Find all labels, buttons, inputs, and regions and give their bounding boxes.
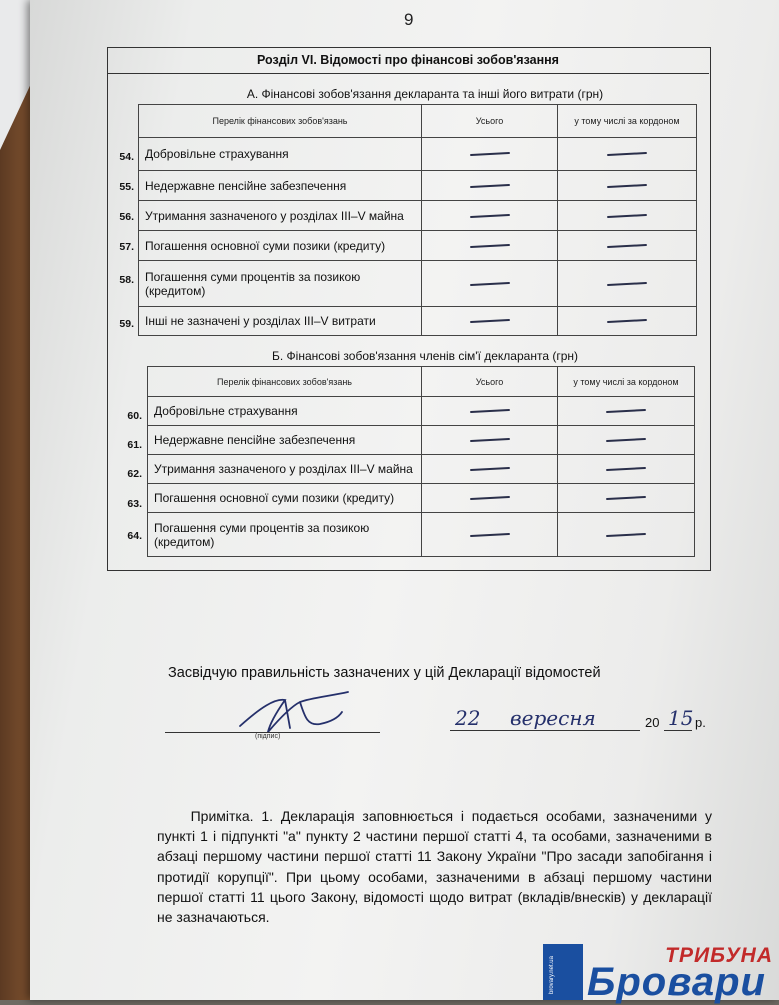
row-number: 57. (119, 241, 134, 253)
row-number: 58. (119, 274, 134, 286)
row-label: Добровільне страхування (139, 138, 422, 171)
dash-mark (469, 532, 509, 536)
dash-mark (469, 152, 509, 156)
total-cell (422, 201, 558, 231)
table-row (139, 171, 697, 201)
dash-mark (607, 183, 647, 187)
dash-mark (469, 213, 509, 217)
table-row (139, 231, 697, 261)
total-cell (422, 138, 558, 171)
section-title: Розділ VI. Відомості про фінансові зобов'язання (107, 47, 709, 74)
dash-mark (469, 409, 509, 413)
abroad-cell (558, 138, 697, 171)
footnote: Примітка. 1. Декларація заповнюється і подається особами, зазначеними у пункті 1 і підпункті "а" пункту 2 частини першої статті 4, та особами, зазначеними в абзаці першому частини першої статті 11 Закону України "Про засади запобігання і протидії корупції". При цьому особами, зазначеними в абзаці першому частини першої статті 11 цього Закону, відомості щодо витрат (вкладів/внесків) у декларації не зазначаються. (157, 808, 712, 926)
date-line (450, 730, 640, 731)
total-cell (422, 484, 558, 513)
table-row (148, 455, 695, 484)
dash-mark (469, 281, 509, 285)
abroad-cell (558, 455, 695, 484)
row-label: Інші не зазначені у розділах III–V витрати (139, 307, 422, 336)
date-day: 22 (455, 706, 481, 730)
row-label: Недержавне пенсійне забезпечення (148, 426, 422, 455)
dash-mark (606, 467, 646, 471)
row-label: Погашення суми процентів за позикою (кредитом) (148, 513, 422, 557)
dash-mark (469, 183, 509, 187)
table-row (139, 261, 697, 307)
row-label: Недержавне пенсійне забезпечення (139, 171, 422, 201)
table-row (148, 397, 695, 426)
dash-mark (607, 281, 647, 285)
dash-mark (606, 438, 646, 442)
header-total: Усього (422, 105, 558, 138)
logo-bottom-text: Бровари (587, 960, 766, 1004)
row-label: Погашення основної суми позики (кредиту) (148, 484, 422, 513)
page-number: 9 (404, 10, 414, 29)
header-total: Усього (422, 367, 558, 397)
header-abroad: у тому числі за кордоном (558, 105, 697, 138)
row-label: Погашення основної суми позики (кредиту) (139, 231, 422, 261)
date-month: вересня (510, 706, 596, 730)
row-number: 63. (127, 498, 142, 510)
table-row (139, 201, 697, 231)
dash-mark (469, 438, 509, 442)
abroad-cell (558, 307, 697, 336)
header-obligations: Перелік фінансових зобов'язань (139, 105, 422, 138)
row-label: Утримання зазначеного у розділах III–V майна (148, 455, 422, 484)
dash-mark (606, 532, 646, 536)
signature-caption: (підпис) (255, 733, 281, 740)
date-year-prefix: 20 (645, 715, 660, 730)
table-row (148, 426, 695, 455)
row-label: Добровільне страхування (148, 397, 422, 426)
table-header-row (139, 105, 697, 138)
dash-mark (469, 319, 509, 323)
table-row (148, 513, 695, 557)
date-year-suffix: 15 (668, 706, 694, 730)
part-a-table (138, 104, 697, 336)
table-row (148, 484, 695, 513)
total-cell (422, 171, 558, 201)
abroad-cell (558, 426, 695, 455)
total-cell (422, 231, 558, 261)
logo-top-text: ТРИБУНА (665, 944, 773, 967)
dash-mark (469, 243, 509, 247)
certification-statement: Засвідчую правильність зазначених у цій Декларації відомостей (168, 665, 601, 681)
logo-site: brovary.net.ua (549, 956, 555, 994)
handwritten-signature (230, 688, 380, 738)
row-number: 61. (127, 439, 142, 451)
total-cell (422, 261, 558, 307)
dash-mark (607, 213, 647, 217)
part-b-title: Б. Фінансові зобов'язання членів сім'ї декларанта (грн) (271, 349, 578, 363)
abroad-cell (558, 397, 695, 426)
dash-mark (607, 319, 647, 323)
table-row (139, 138, 697, 171)
abroad-cell (558, 261, 697, 307)
abroad-cell (558, 484, 695, 513)
total-cell (422, 455, 558, 484)
abroad-cell (558, 201, 697, 231)
row-number: 54. (119, 151, 134, 163)
row-number: 60. (127, 410, 142, 422)
date-year-line (664, 730, 692, 731)
dash-mark (607, 243, 647, 247)
total-cell (422, 397, 558, 426)
date-year-abbr: р. (695, 715, 706, 730)
row-number: 59. (119, 318, 134, 330)
part-b-table (147, 366, 695, 557)
total-cell (422, 307, 558, 336)
dash-mark (469, 496, 509, 500)
table-row (139, 307, 697, 336)
row-label: Утримання зазначеного у розділах III–V майна (139, 201, 422, 231)
part-a-title: А. Фінансові зобов'язання декларанта та інші його витрати (грн) (246, 87, 604, 101)
row-number: 56. (119, 211, 134, 223)
header-obligations: Перелік фінансових зобов'язань (148, 367, 422, 397)
row-number: 55. (119, 181, 134, 193)
newspaper-logo (543, 944, 779, 1004)
dash-mark (607, 152, 647, 156)
abroad-cell (558, 231, 697, 261)
dash-mark (606, 496, 646, 500)
abroad-cell (558, 513, 695, 557)
abroad-cell (558, 171, 697, 201)
total-cell (422, 426, 558, 455)
total-cell (422, 513, 558, 557)
table-header-row (148, 367, 695, 397)
dash-mark (606, 409, 646, 413)
row-label: Погашення суми процентів за позикою (кредитом) (139, 261, 422, 307)
row-number: 62. (127, 468, 142, 480)
header-abroad: у тому числі за кордоном (558, 367, 695, 397)
dash-mark (469, 467, 509, 471)
row-number: 64. (127, 530, 142, 542)
